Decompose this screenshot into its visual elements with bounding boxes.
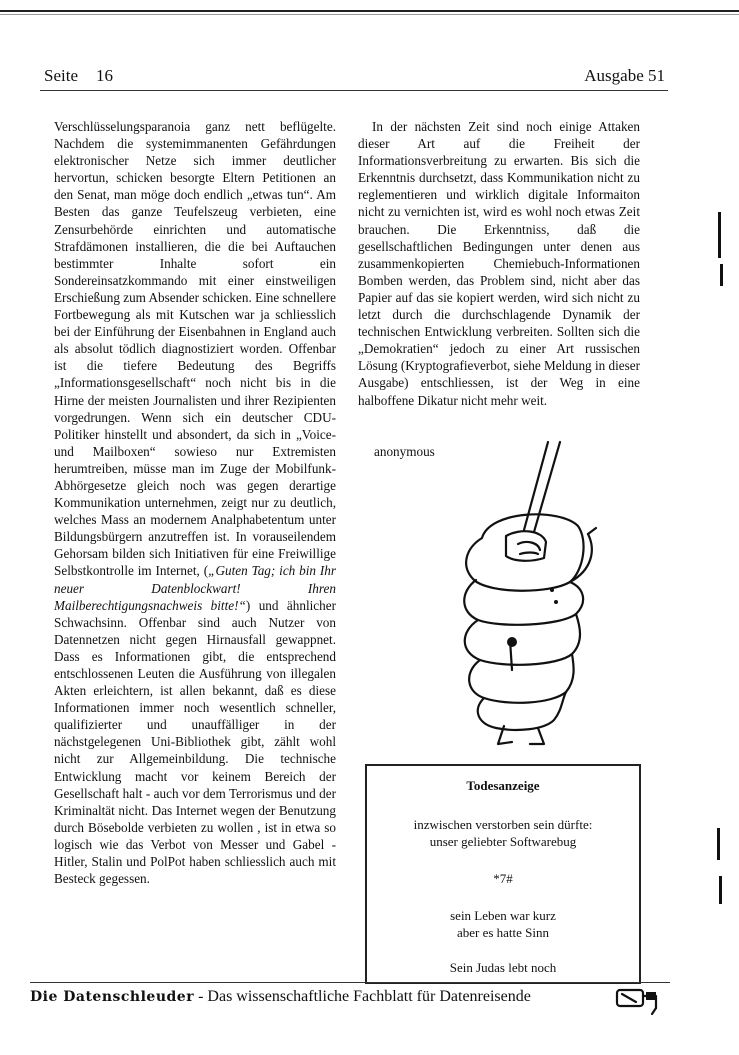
page-footer xyxy=(30,988,531,1006)
left-column xyxy=(54,118,336,887)
obituary-line: sein Leben war kurz xyxy=(450,908,556,923)
page-number: 16 xyxy=(96,66,113,85)
issue-label: Ausgabe 51 xyxy=(584,66,665,85)
margin-mark xyxy=(720,264,723,286)
top-rule xyxy=(0,10,739,12)
obituary-code: *7# xyxy=(493,871,513,886)
header-rule xyxy=(40,90,668,91)
top-rule-thin xyxy=(0,14,739,15)
obituary-title: Todesanzeige xyxy=(466,778,540,793)
obituary-line: Sein Judas lebt noch xyxy=(449,960,557,975)
left-text-end: ) und ähnlicher Schwachsinn. Offenbar sind auch Nutzer von Datennetzen nicht gegen Hirnausfall gewappnet. Dass es Informationen gibt, die entsprechend entschlossenen Leuten die Ausführung von illegalen Akten erleichtern, ist allen bekannt, daß es diese Informationen immer noch wesentlich schneller, qualifizierter und unauffälliger in der nächstgelegenen Uni-Bibliothek gibt, zählt wohl nicht zur Allgemeinbildung. Die technische Entwicklung macht vor keinem Bereich der Gesellschaft halt - auch vor dem Terrorismus und der Kriminaltät nicht. Das Internet wegen der Benutzung durch Bösebolde verbieten zu wollen , ist in etwa so logisch wie das Verbot von Messer und Gabel -Hitler, Stalin und PolPot haben schliesslich auch mit Besteck gegessen. xyxy=(54,597,336,887)
author-signature: anonymous xyxy=(374,444,435,459)
left-italic-quote: „Guten Tag; ich bin Ihr neuer Datenblockwart! Ihren Mailberechtigungsnachweis bitte!“ xyxy=(54,563,337,613)
chaos-knot-logo-icon xyxy=(614,984,662,1018)
page-word: Seite xyxy=(44,66,78,85)
margin-mark xyxy=(717,828,720,860)
page-number-block xyxy=(44,66,131,86)
footer-separator: - xyxy=(198,988,204,1005)
footer-tagline: Das wissenschaftliche Fachblatt für Datenreisende xyxy=(207,988,531,1005)
left-text-start: Verschlüsselungsparanoia ganz nett beflügelte. Nachdem die systemimmanenten Gefährdungen elektronischer Netze sich immer deutlicher hervortun, schicken besorgte Eltern Petitionen an den Senat, man möge doch endlich „etwas tun“. Am Besten das ganze Teufelszeug verbieten, eine Zensurbehörde einrichten und automatische Strafdämonen installieren, die die bei Auftauchen bestimmter Inhalte sofort ein Sondereinsatzkommando mit einer einstweiligen Erschießung zum Absender schicken. Eine schnellere Fortbewegung als mit Kutschen war ja schliesslich bei der Einführung der Eisenbahnen in England auch als absolut tödlich diagnostiziert worden. Offenbar ist die tiefere Bedeutung des Begriffs „Informationsgesellschaft“ noch nicht bis in die Hirne der meisten Journalisten und ihrer Rezipienten vorgedrungen. Wenn sich ein deutscher CDU-Politiker hinstellt und absondert, da sich in „Voice- und Mailboxen“ sowieso nur Extremisten herumtreiben, müsse man im Zuge der Mobilfunk-Abhörgesetze gleich noch was gegen derartige Kommunikation unternehmen, zeigt nur zu deutlich, welches Mass an modernem Analphabetentum unter Bildungsbürgern anzutreffen ist. In vorauseilendem Gehorsam bilden sich Initiativen für eine Freiwillige Selbstkontrolle im Internet, ( xyxy=(54,119,336,579)
obituary-line: unser geliebter Softwarebug xyxy=(429,834,577,849)
obituary-line: aber es hatte Sinn xyxy=(456,925,550,940)
page-header xyxy=(44,66,665,86)
footer-rule xyxy=(30,982,670,983)
obituary-box xyxy=(365,764,641,984)
right-paragraph: In der nächsten Zeit sind noch einige Attaken dieser Art auf die Freiheit der Informationsverbreitung zu erwarten. Bis sich die Erkenntnis durchsetzt, dass Kommunikation nicht zu reglementieren und wirklich digitale Informaiton nicht zu vernichten ist, wird es wohl noch etwas Zeit brauchen. Die Erkenntniss, daß die gesellschaftlichen Bedingungen unter denen aus zusammenkopierten Chemiebuch-Informationen Bomben werden, das Problem sind, nicht aber das Papier auf das sie kopiert werden, wird sich nicht zu letzt durch die durchschlagende Dynamik der technischen Entwicklung verbreiten. Sollten sich die „Demokratien“ jedoch zu einer Art russischen Lösung (Kryptografieverbot, siehe Meldung in dieser Ausgabe) entschliessen, ist der Weg in eine halboffene Dikatur nicht mehr weit. xyxy=(358,119,640,408)
left-paragraph xyxy=(54,118,336,887)
margin-mark xyxy=(719,876,722,904)
cartoon-bug-illustration xyxy=(420,430,620,750)
right-column xyxy=(358,118,640,409)
obituary-line: inzwischen verstorben sein dürfte: xyxy=(413,817,593,832)
magazine-brand: Die Datenschleuder xyxy=(30,989,195,1005)
margin-mark xyxy=(718,212,721,258)
